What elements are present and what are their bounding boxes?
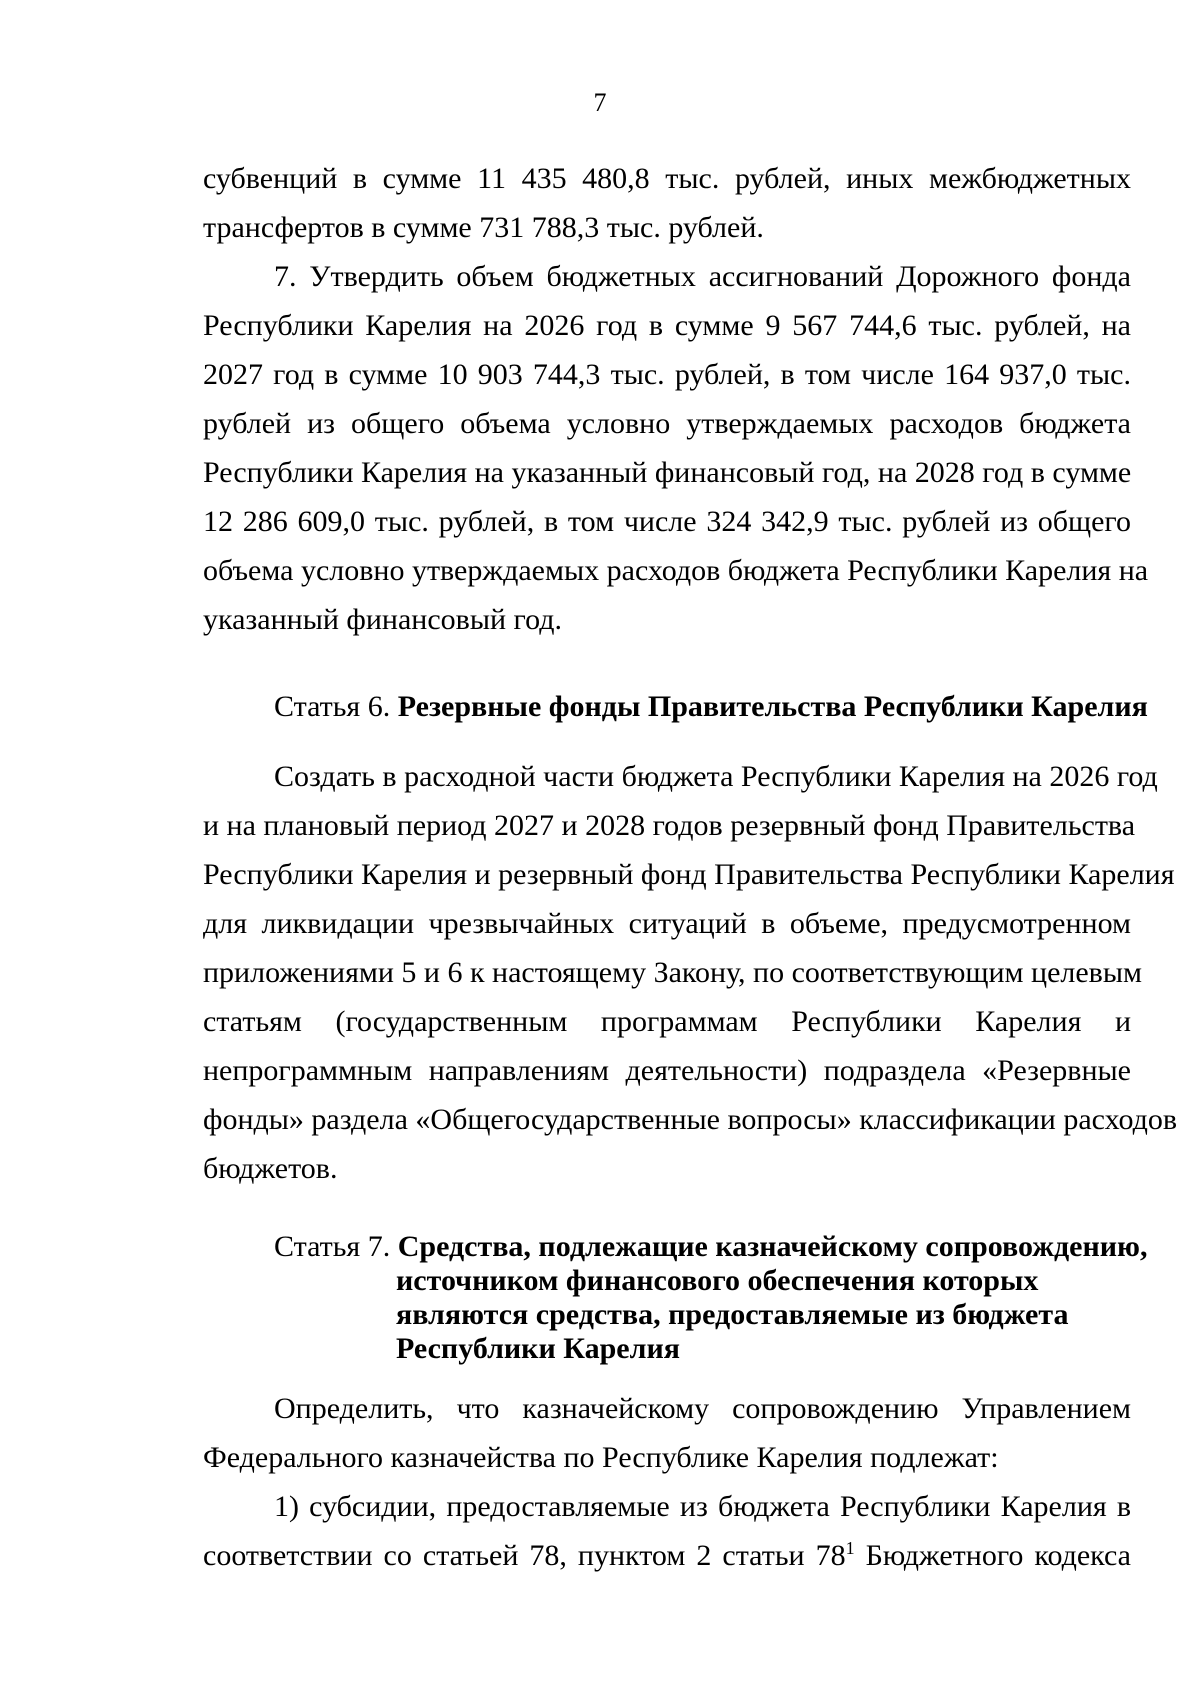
article-6-heading bbox=[274, 690, 1148, 724]
text-line: объема условно утверждаемых расходов бюджета Республики Карелия на bbox=[203, 554, 1149, 587]
text-line: субвенций в сумме 11 435 480,8 тыс. рублей, иных межбюджетных bbox=[203, 162, 1131, 195]
paragraph-reserve-funds bbox=[203, 752, 1178, 1193]
text-line: Федерального казначейства по Республике Карелия подлежат: bbox=[203, 1441, 999, 1474]
text-line: 7. Утвердить объем бюджетных ассигнований Дорожного фонда bbox=[274, 260, 1131, 293]
article-6-title: Резервные фонды Правительства Республики Карелия bbox=[397, 690, 1148, 723]
text-line: Определить, что казначейскому сопровождению Управлением bbox=[274, 1392, 1131, 1425]
paragraph-subventions bbox=[203, 154, 1131, 252]
text-line: Республики Карелия на 2026 год в сумме 9 567 744,6 тыс. рублей, на bbox=[203, 309, 1131, 342]
text-line: 2027 год в сумме 10 903 744,3 тыс. рублей, в том числе 164 937,0 тыс. bbox=[203, 358, 1131, 391]
article-6-prefix: Статья 6. bbox=[274, 690, 398, 723]
text-line: Республики Карелия и резервный фонд Правительства Республики Карелия bbox=[203, 858, 1175, 891]
article-7-title-line: источником финансового обеспечения которых bbox=[396, 1264, 1039, 1297]
paragraph-road-fund bbox=[203, 252, 1149, 644]
text-line: бюджетов. bbox=[203, 1152, 338, 1185]
text-line: для ликвидации чрезвычайных ситуаций в объеме, предусмотренном bbox=[203, 907, 1131, 940]
article-7-title-line: являются средства, предоставляемые из бюджета bbox=[396, 1298, 1069, 1331]
article-7-title-line: Средства, подлежащие казначейскому сопровождению, bbox=[397, 1230, 1148, 1263]
text-line: трансфертов в сумме 731 788,3 тыс. рублей. bbox=[203, 211, 764, 244]
text-segment: Бюджетного кодекса bbox=[854, 1539, 1132, 1572]
text-segment: соответствии со статьей 78, пунктом 2 статьи 78 bbox=[203, 1539, 846, 1572]
text-line: непрограммным направлениям деятельности) подраздела «Резервные bbox=[203, 1054, 1131, 1087]
text-line: 1) субсидии, предоставляемые из бюджета Республики Карелия в bbox=[274, 1490, 1131, 1523]
text-line: и на плановый период 2027 и 2028 годов резервный фонд Правительства bbox=[203, 809, 1136, 842]
article-7-prefix: Статья 7. bbox=[274, 1230, 398, 1263]
paragraph-treasury-support bbox=[203, 1384, 1131, 1482]
text-line: фонды» раздела «Общегосударственные вопросы» классификации расходов bbox=[203, 1103, 1178, 1136]
paragraph-subsidies bbox=[203, 1482, 1131, 1580]
text-line: указанный финансовый год. bbox=[203, 603, 562, 636]
text-line: 12 286 609,0 тыс. рублей, в том числе 324 342,9 тыс. рублей из общего bbox=[203, 505, 1131, 538]
article-7-heading bbox=[274, 1230, 1147, 1366]
page-number: 7 bbox=[593, 88, 607, 117]
text-line: Республики Карелия на указанный финансовый год, на 2028 год в сумме bbox=[203, 456, 1132, 489]
text-line: приложениями 5 и 6 к настоящему Закону, по соответствующим целевым bbox=[203, 956, 1142, 989]
superscript: 1 bbox=[845, 1538, 855, 1558]
text-line: статьям (государственным программам Республики Карелия и bbox=[203, 1005, 1131, 1038]
text-line: Создать в расходной части бюджета Республики Карелия на 2026 год bbox=[274, 760, 1158, 793]
text-line bbox=[203, 1531, 1131, 1580]
article-7-title-line: Республики Карелия bbox=[396, 1332, 680, 1365]
text-line: рублей из общего объема условно утверждаемых расходов бюджета bbox=[203, 407, 1131, 440]
